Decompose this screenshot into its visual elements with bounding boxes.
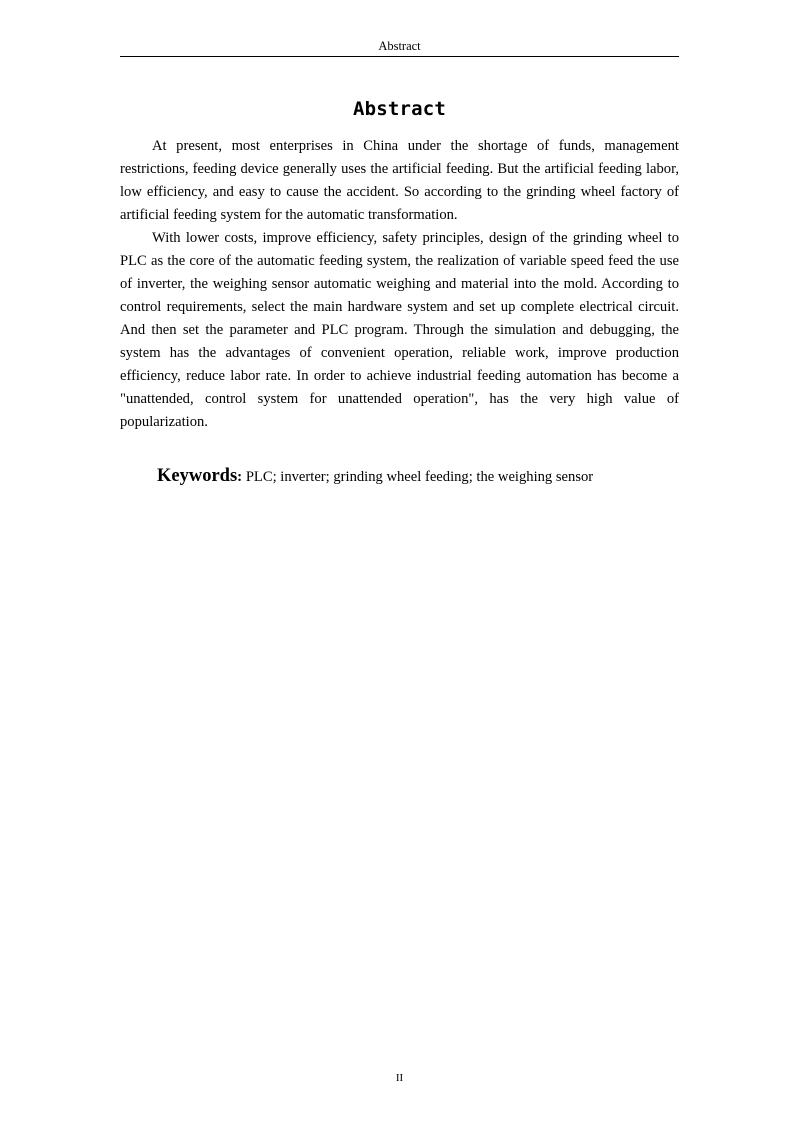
page-number: II [395, 1072, 404, 1084]
page-title: Abstract [352, 98, 447, 120]
abstract-body [120, 135, 679, 434]
keywords-line [157, 462, 679, 491]
abstract-paragraph-2: With lower costs, improve efficiency, safety principles, design of the grinding wheel to PLC as the core of the automatic feeding system, the realization of variable speed feed the use of inverter, the weighing sensor automatic weighing and material into the mold. According to control requirements, select the main hardware system and set up complete electrical circuit. And then set the parameter and PLC program. Through the simulation and debugging, the system has the advantages of convenient operation, reliable work, improve production efficiency, reduce labor rate. In order to achieve industrial feeding automation has become a "unattended, control system for unattended operation", has the very high value of popularization. [120, 230, 679, 430]
keywords-label: Keywords [157, 466, 238, 486]
running-header-title: Abstract [378, 39, 421, 53]
running-header [120, 38, 679, 57]
keywords-text: PLC; inverter; grinding wheel feeding; the weighing sensor [242, 469, 594, 485]
keywords-colon: : [237, 469, 243, 485]
abstract-paragraph-1: At present, most enterprises in China under the shortage of funds, management restrictions, feeding device generally uses the artificial feeding. But the artificial feeding labor, low efficiency, and easy to cause the accident. So according to the grinding wheel factory of artificial feeding system for the automatic transformation. [120, 138, 679, 223]
